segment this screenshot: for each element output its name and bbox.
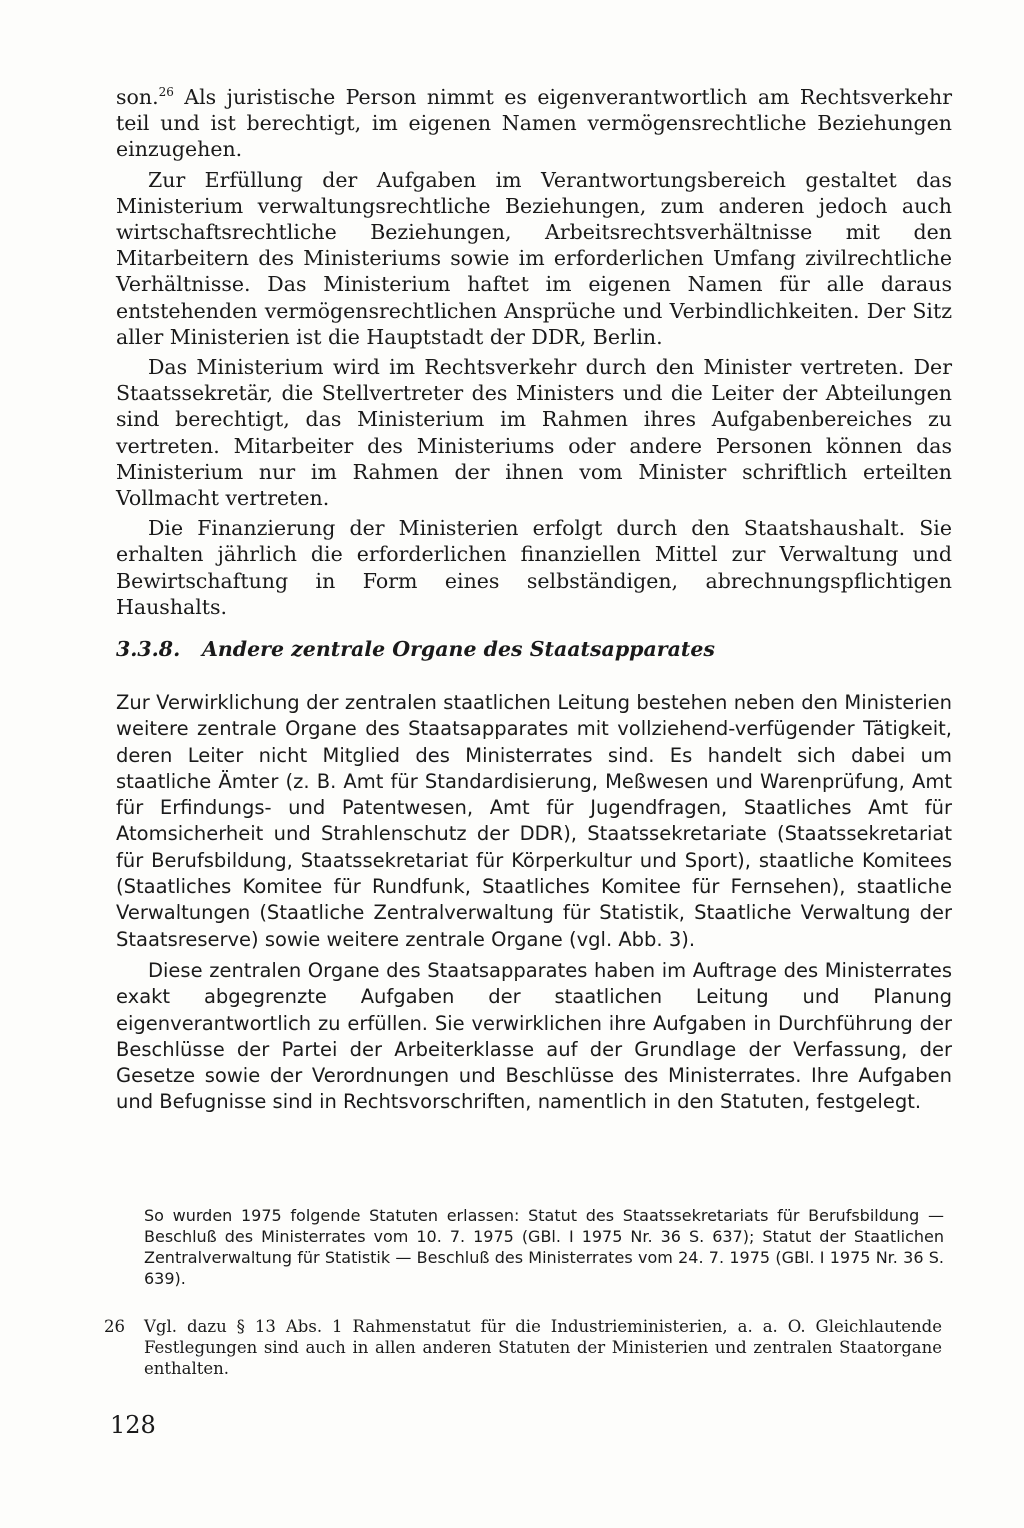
paragraph-5: Zur Verwirklichung der zentralen staatlichen Leitung bestehen neben den Ministerien weitere zentrale Organe des Staatsapparates mit vollziehend-verfügender Tätigkeit, deren Leiter nicht Mitglied des Ministerrates sind. Es handelt sich dabei um staatliche Ämter (z. B. Amt für Standardisierung, Meßwesen und Warenprüfung, Amt für Erfindungs- und Patentwesen, Amt für Jugendfragen, Staatliches Amt für Atomsicherheit und Strahlenschutz der DDR), Staatssekretariate (Staatssekretariat für Berufsbildung, Staatssekretariat für Körperkultur und Sport), staatliche Komitees (Staatliches Komitee für Rundfunk, Staatliches Komitee für Fernsehen), staatliche Verwaltungen (Staatliche Zentralverwaltung für Statistik, Staatliche Verwaltung der Staatsreserve) sowie weitere zentrale Organe (vgl. Abb. 3).	[116, 691, 952, 951]
paragraph-1	[116, 84, 952, 163]
footnote-text: Vgl. dazu § 13 Abs. 1 Rahmenstatut für die Industrieministerien, a. a. O. Gleichlautende Festlegungen sind auch in allen anderen Statuten der Ministerien und zentralen Staatorgane enthalten.	[144, 1317, 942, 1378]
paragraph-1-rest: Als juristische Person nimmt es eigenverantwortlich am Rechtsverkehr teil und ist berechtigt, im eigenen Namen vermögensrechtliche Beziehungen einzugehen.	[116, 85, 952, 162]
paragraph-2: Zur Erfüllung der Aufgaben im Verantwortungsbereich gestaltet das Ministerium verwaltungsrechtliche Beziehungen, zum anderen jedoch auch wirtschaftsrechtliche Beziehungen, Arbeitsrechtsverhältnisse mit den Mitarbeitern des Ministeriums sowie im erforderlichen Umfang zivilrechtliche Verhältnisse. Das Ministerium haftet im eigenen Namen für alle daraus entstehenden vermögensrechtlichen Ansprüche und Verbindlichkeiten. Der Sitz aller Ministerien ist die Hauptstadt der DDR, Berlin.	[116, 167, 952, 349]
section-heading	[116, 636, 952, 662]
small-print-note: So wurden 1975 folgende Statuten erlassen: Statut des Staatssekretariats für Berufsbildung — Beschluß des Ministerrates vom 10. 7. 1975 (GBl. I 1975 Nr. 36 S. 637); Statut der Staatlichen Zentralverwaltung für Statistik — Beschluß des Ministerrates vom 24. 7. 1975 (GBl. I 1975 Nr. 36 S. 639).	[144, 1206, 944, 1288]
footnote-number: 26	[104, 1317, 125, 1336]
section-number: 3.3.8.	[116, 637, 181, 661]
body-text-section-1	[116, 84, 952, 620]
footnote-26	[104, 1316, 942, 1379]
paragraph-6: Diese zentralen Organe des Staatsapparates haben im Auftrage des Ministerrates exakt abgegrenzte Aufgaben der staatlichen Leitung und Planung eigenverantwortlich zu erfüllen. Sie verwirklichen ihre Aufgaben in Durchführung der Beschlüsse der Partei der Arbeiterklasse auf der Grundlage der Verfassung, der Gesetze sowie der Verordnungen und Beschlüsse des Ministerrates. Ihre Aufgaben und Befugnisse sind in Rechtsvorschriften, namentlich in den Statuten, festgelegt.	[116, 958, 952, 1114]
paragraph-4: Die Finanzierung der Ministerien erfolgt durch den Staatshaushalt. Sie erhalten jährlich die erforderlichen finanziellen Mittel zur Verwaltung und Bewirtschaftung in Form eines selbständigen, abrechnungspflichtigen Haushalts.	[116, 516, 952, 619]
paragraph-3: Das Ministerium wird im Rechtsverkehr durch den Minister vertreten. Der Staatssekretär, die Stellvertreter des Ministers und die Leiter der Abteilungen sind berechtigt, das Ministerium im Rahmen ihres Aufgabenbereiches zu vertreten. Mitarbeiter des Ministeriums oder andere Personen können das Ministerium nur im Rahmen der ihnen vom Minister schriftlich erteilten Vollmacht vertreten.	[116, 355, 952, 511]
footnote-reference-26[interactable]: 26	[158, 85, 174, 100]
page-number: 128	[110, 1411, 156, 1439]
body-text-section-2	[116, 690, 952, 1116]
paragraph-1-lead: son.	[116, 85, 159, 109]
section-title: Andere zentrale Organe des Staatsapparates	[202, 637, 715, 661]
